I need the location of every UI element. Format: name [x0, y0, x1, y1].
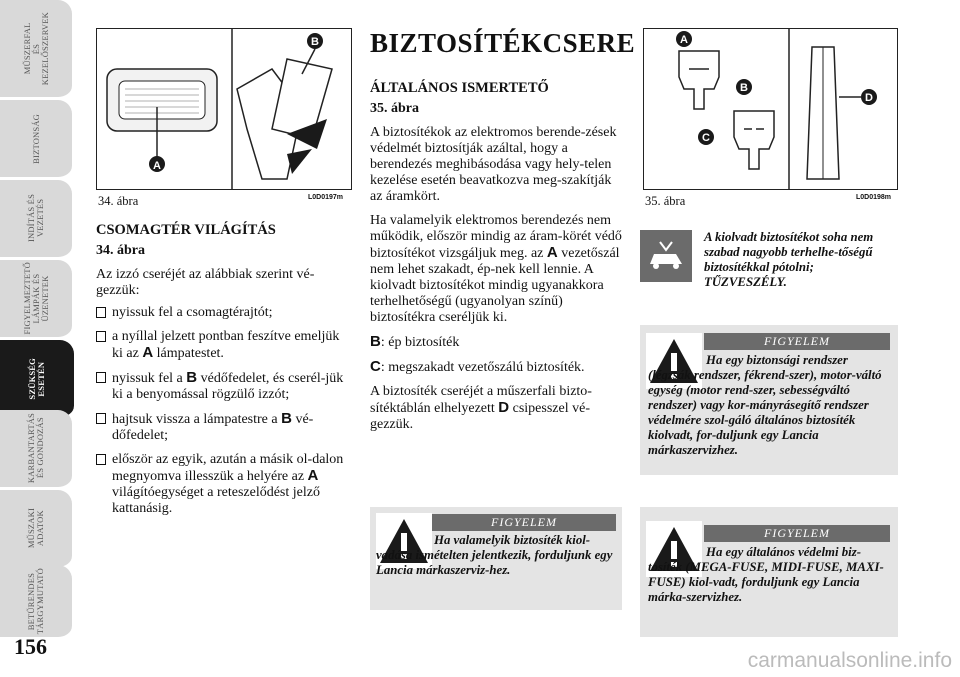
car-warning-icon — [640, 230, 692, 282]
list-item: először az egyik, azután a másik ol-dalon megnyomva illesszük a helyére az A világítóegységet a reteszelődést jelző kattanásig. — [96, 452, 352, 517]
figure-ref: 35. ábra — [370, 101, 419, 116]
fuse-illustration — [644, 29, 897, 189]
tab-karbantartas[interactable] — [0, 410, 72, 490]
section-title: CSOMAGTÉR VILÁGÍTÁS — [96, 222, 276, 238]
figure-35-code: L0D0198m — [856, 194, 892, 201]
definition-b: B: ép biztosíték — [370, 333, 460, 350]
tab-label: MŰSZAKI ADATOK — [26, 508, 45, 549]
tab-szukseg-eseten[interactable] — [0, 340, 74, 420]
label-b: B — [311, 36, 319, 48]
warning-box — [370, 507, 622, 610]
figure-35 — [643, 28, 898, 190]
label-a: A — [153, 160, 161, 172]
page-number: 156 — [14, 634, 47, 659]
note-text: A kiolvadt biztosítékot soha nem szabad nagyobb terhelhe-tőségű biztosítékkal pótolni; TŰZVESZÉLY. — [704, 230, 874, 289]
warning-text: Ha egy általános védelmi biz-tosíték (MEGA-FUSE, MIDI-FUSE, MAXI-FUSE) kiol-vadt, forduljunk egy Lancia márka-szervizhez. — [648, 545, 884, 604]
tab-inditas[interactable] — [0, 180, 72, 260]
list-item: a nyíllal jelzett pontban feszítve emeljük ki az A lámpatestet. — [96, 329, 352, 362]
label-b: B — [740, 82, 748, 94]
tab-biztonsag[interactable] — [0, 100, 72, 180]
tab-muszaki-adatok[interactable] — [0, 490, 72, 570]
watermark: carmanualsonline.info — [747, 649, 952, 672]
page-title: BIZTOSÍTÉKCSERE — [370, 28, 636, 58]
tab-label: SZÜKSÉG ESETÉN — [27, 357, 46, 400]
tab-muszerfal[interactable] — [0, 0, 72, 100]
figure-ref: 34. ábra — [96, 243, 145, 258]
middle-column — [370, 80, 623, 433]
label-a: A — [680, 34, 688, 46]
warning-text: Ha egy biztonsági rendszer (légzsák rendszer, fékrend-szer), motor-váltó egység (motor rend-szer, sebességváltó rendszer) vagy kor-mányrásegítő rendszer védelmére szol-gáló általános biztosíték kiolvadt, for-duljunk egy Lancia márkaszervizhez. — [648, 353, 882, 457]
warning-header: FIGYELEM — [432, 514, 616, 531]
figure-34 — [96, 28, 352, 190]
section-title: ÁLTALÁNOS ISMERTETŐ — [370, 80, 549, 96]
tab-label: BETŰRENDES TÁRGYMUTATÓ — [26, 567, 45, 635]
figure-35-caption: 35. ábra — [645, 194, 686, 208]
left-column — [96, 222, 352, 525]
warning-text: Ha valamelyik biztosíték kiol-vadása ismételten jelentkezik, forduljunk egy Lancia márkaszerviz-hez. — [376, 533, 613, 577]
section-tabs — [0, 0, 72, 640]
paragraph-1: A biztosítékok az elektromos berende-zések védelmét biztosítják azáltal, hogy a berendezés meghibásodása vagy hely-telen kezelése esetén beavatkozva meg-szakítják az áramkört. — [370, 125, 617, 204]
fire-hazard-note — [640, 230, 898, 292]
tab-label: KARBANTARTÁS ÉS GONDOZÁS — [26, 413, 45, 484]
warning-header: FIGYELEM — [704, 333, 890, 350]
tab-figyelmezteto[interactable] — [0, 260, 72, 340]
definition-c: C: megszakadt vezetőszálú biztosíték. — [370, 358, 585, 375]
label-c: C — [702, 132, 710, 144]
figure-34-caption: 34. ábra — [98, 194, 139, 208]
paragraph-2: Ha valamelyik elektromos berendezés nem működik, először mindig az áram-körét védő biztosítékot vizsgáljuk meg. az A vezetőszál nem lehet szakadt, ép-nek kell lennie. A kiolvadt biztosítékot mindig ugyanakkora terhelhetőségű (ugyanolyan színű) biztosítékra cseréljük ki. — [370, 213, 622, 325]
list-item: nyissuk fel a B védőfedelet, és cserél-jük ki a benyomással rögzülő izzót; — [96, 370, 352, 403]
tab-label: MŰSZERFAL ÉS KEZELŐSZERVEK — [21, 11, 50, 86]
figure-34-code: L0D0197m — [308, 194, 344, 201]
list-item: nyissuk fel a csomagtérajtót; — [96, 305, 352, 321]
list-item: hajtsuk vissza a lámpatestre a B vé-dőfedelet; — [96, 411, 352, 444]
warning-box — [640, 507, 898, 637]
label-d: D — [865, 92, 873, 104]
tab-targymutato[interactable] — [0, 565, 72, 640]
tab-label: INDÍTÁS ÉS VEZETÉS — [26, 194, 45, 243]
tab-label: FIGYELMEZTETŐ LÁMPÁK ÉS ÜZENETEK — [21, 262, 50, 335]
intro-text: Az izzó cseréjét az alábbiak szerint vé-gezzük: — [96, 267, 315, 298]
paragraph-3: A biztosíték cseréjét a műszerfali bizto-sítéktáblán elhelyezett D csipesszel vé-gezzük. — [370, 384, 592, 432]
tab-label: BIZTONSÁG — [30, 113, 41, 164]
warning-header: FIGYELEM — [704, 525, 890, 542]
trunk-light-illustration — [97, 29, 351, 189]
warning-box — [640, 325, 898, 475]
steps-list — [96, 305, 352, 517]
